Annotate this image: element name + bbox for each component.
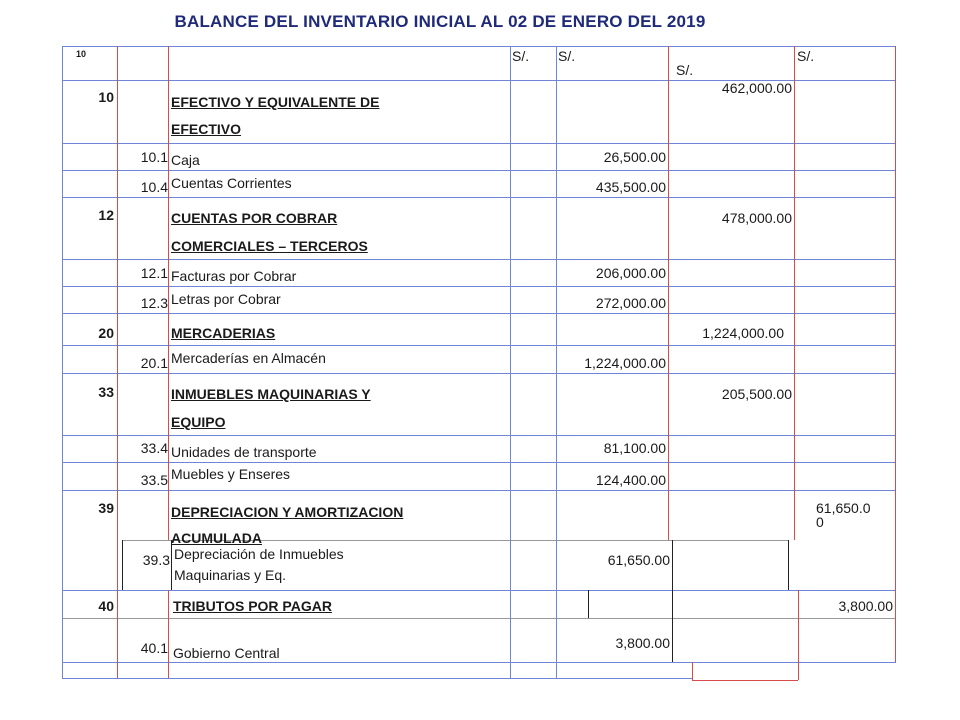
currency-header-4: S/. [797, 48, 815, 64]
subaccount-name-cont: Maquinarias y Eq. [174, 567, 287, 583]
amount-value: 61,650.00 [607, 552, 670, 568]
subaccount-name: Gobierno Central [173, 645, 280, 661]
amount-value: 1,224,000.00 [584, 355, 666, 371]
credit-value: 3,800.00 [838, 598, 893, 614]
account-name-cont: EFECTIVO [171, 121, 242, 137]
subaccount-code: 33.5 [140, 472, 168, 488]
subaccount-code: 12.1 [140, 265, 168, 281]
subaccount-name: Mercaderías en Almacén [171, 350, 326, 366]
subaccount-name: Unidades de transporte [171, 444, 317, 460]
account-code: 12 [98, 207, 114, 223]
currency-header-3: S/. [676, 62, 694, 78]
total-value: 1,224,000.00 [702, 325, 784, 341]
amount-value: 3,800.00 [615, 635, 670, 651]
amount-value: 435,500.00 [595, 179, 666, 195]
subaccount-name: Muebles y Enseres [171, 466, 291, 482]
subaccount-name: Cuentas Corrientes [171, 175, 292, 191]
account-name-cont: COMERCIALES – TERCEROS [171, 238, 368, 254]
total-value: 462,000.00 [721, 80, 792, 96]
subaccount-code: 12.3 [140, 295, 168, 311]
subaccount-name: Depreciación de Inmuebles [174, 546, 344, 562]
currency-header-1: S/. [512, 48, 530, 64]
account-name: DEPRECIACION Y AMORTIZACION [171, 504, 404, 520]
account-code: 40 [98, 598, 114, 614]
page-title: BALANCE DEL INVENTARIO INICIAL AL 02 DE ENERO DEL 2019 [174, 12, 706, 31]
account-code: 39 [98, 500, 114, 516]
account-code: 20 [98, 325, 114, 341]
corner-code: 10 [76, 49, 87, 59]
account-name: CUENTAS POR COBRAR [171, 210, 338, 226]
subaccount-code: 40.1 [140, 640, 168, 656]
total-value: 205,500.00 [721, 386, 792, 402]
subaccount-code: 39.3 [142, 552, 170, 568]
account-name: EFECTIVO Y EQUIVALENTE DE [171, 94, 380, 110]
total-value: 478,000.00 [721, 210, 792, 226]
account-name: TRIBUTOS POR PAGAR [173, 598, 332, 614]
amount-value: 124,400.00 [595, 472, 666, 488]
amount-value: 81,100.00 [603, 440, 666, 456]
subaccount-code: 33.4 [140, 440, 168, 456]
subaccount-name: Facturas por Cobrar [171, 268, 297, 284]
account-name: MERCADERIAS [171, 325, 276, 341]
subaccount-code: 10.4 [140, 179, 168, 195]
credit-value-cont: 0 [816, 514, 824, 530]
subaccount-code: 20.1 [140, 355, 168, 371]
account-code: 33 [98, 384, 114, 400]
credit-value: 61,650.0 [816, 500, 871, 516]
subaccount-code: 10.1 [140, 149, 168, 165]
subaccount-name: Letras por Cobrar [171, 291, 281, 307]
account-name-cont: ACUMULADA [171, 530, 262, 546]
amount-value: 26,500.00 [603, 149, 666, 165]
account-name: INMUEBLES MAQUINARIAS Y [171, 386, 371, 402]
amount-value: 272,000.00 [595, 295, 666, 311]
amount-value: 206,000.00 [595, 265, 666, 281]
subaccount-name: Caja [171, 152, 200, 168]
currency-header-2: S/. [558, 48, 576, 64]
account-name-cont: EQUIPO [171, 414, 226, 430]
account-code: 10 [98, 89, 114, 105]
